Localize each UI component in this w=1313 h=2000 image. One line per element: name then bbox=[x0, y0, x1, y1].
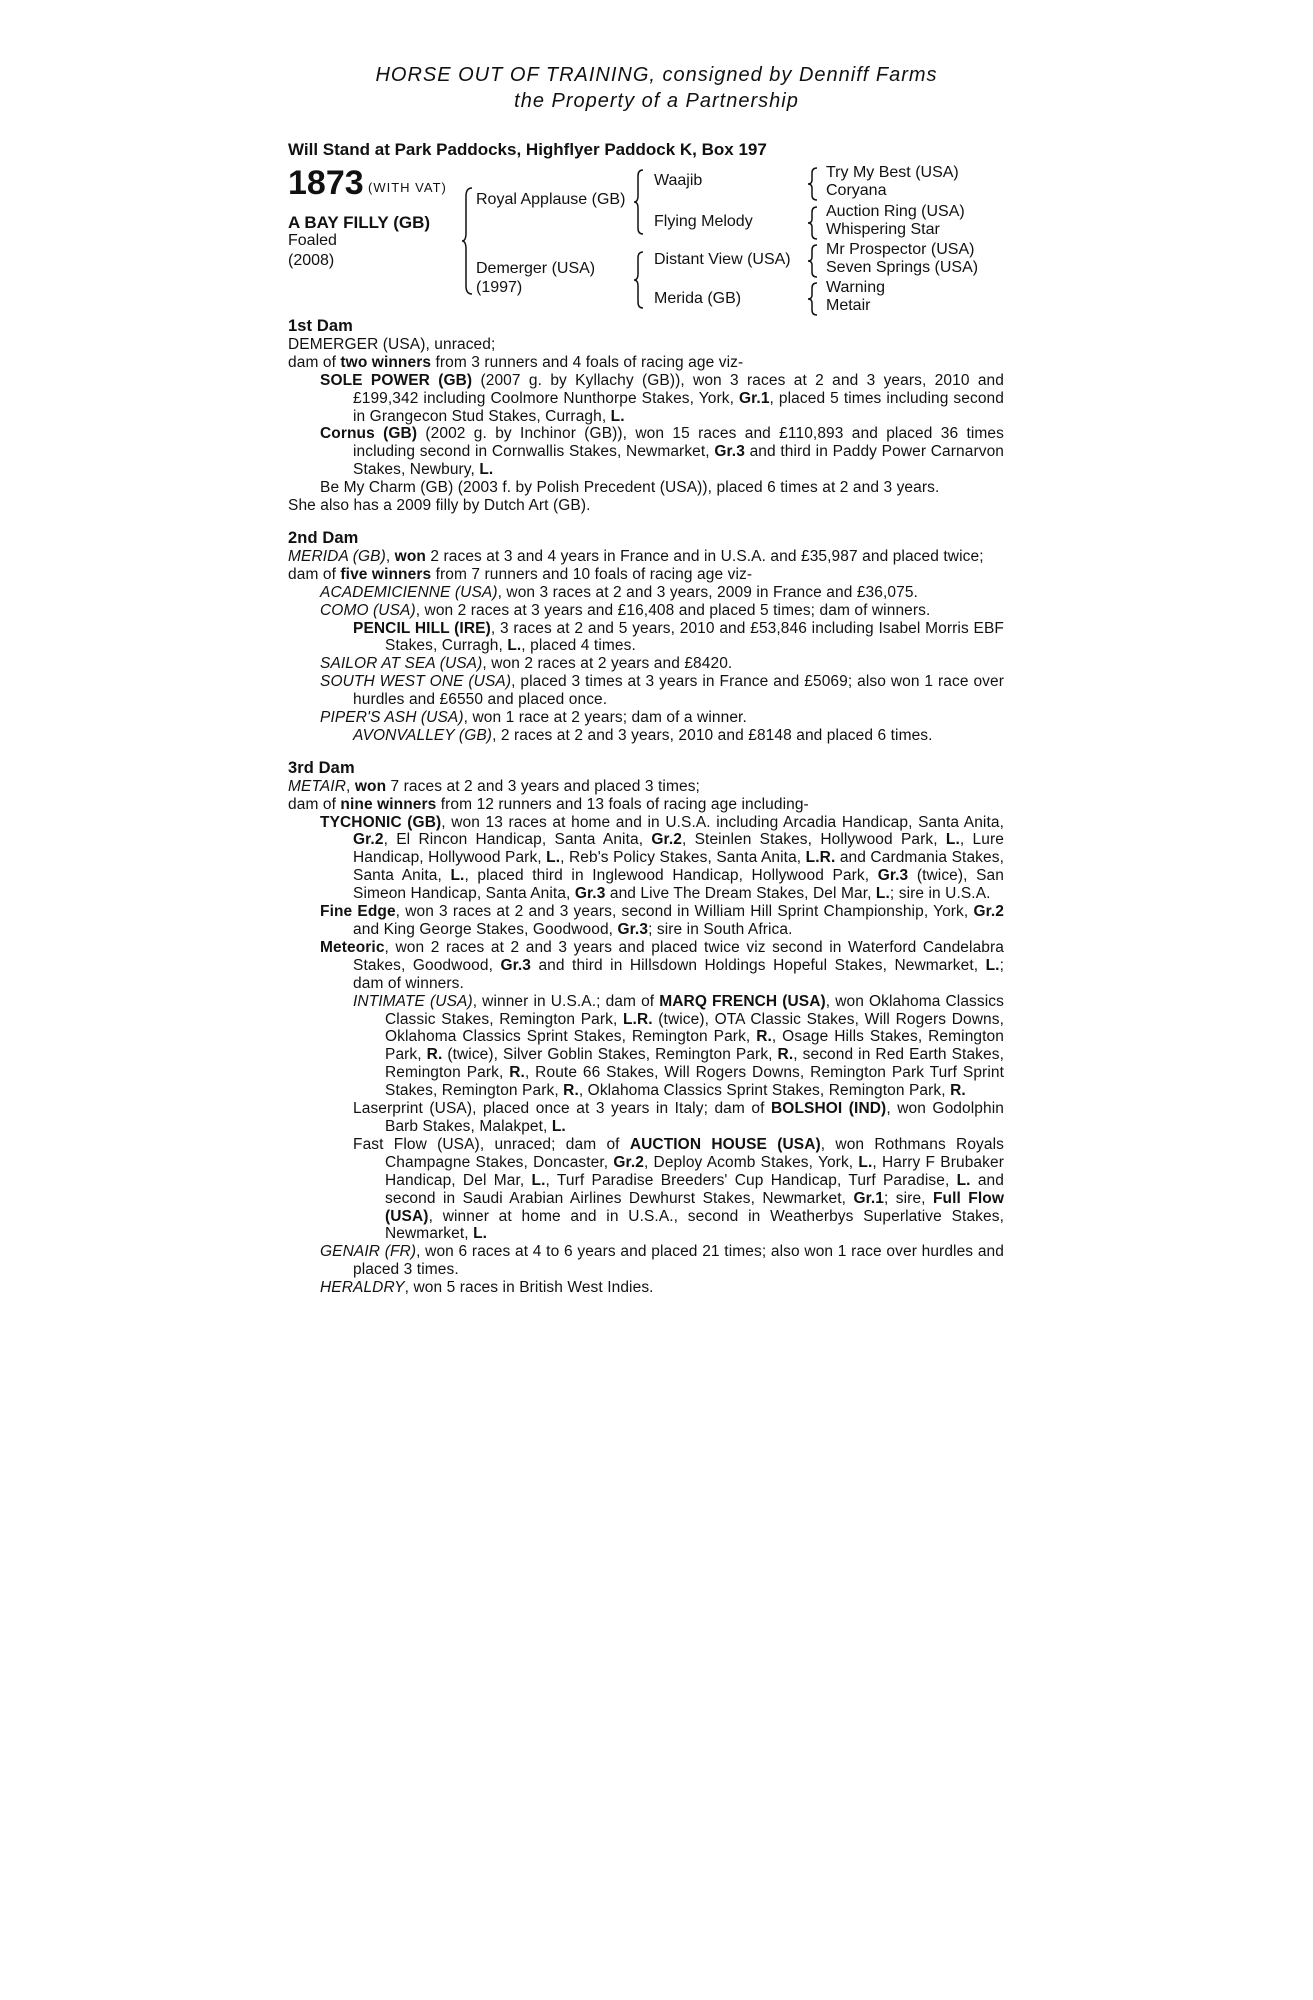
dam3-entry-tychonic: TYCHONIC (GB), won 13 races at home and in U.S.A. including Arcadia Handicap, Santa Anita, Gr.2, El Rincon Handicap, Santa Anita, Gr.2, Steinlen Stakes, Hollywood Park, L., Lure Handicap, Hollywood Park, L., Reb's Policy Stakes, Santa Anita, L.R. and Cardmania Stakes, Santa Anita, L., placed third in Inglewood Handicap, Hollywood Park, Gr.3 (twice), San Simeon Handicap, Santa Anita, Gr.3 and Live The Dream Stakes, Del Mar, L.; sire in U.S.A. bbox=[320, 813, 1004, 903]
pedigree-ssd: Coryana bbox=[826, 182, 887, 199]
dam3-entry-laserprint: Laserprint (USA), placed once at 3 years in Italy; dam of BOLSHOI (IND), won Godolphin Barb Stakes, Malakpet, L. bbox=[353, 1100, 1004, 1135]
dam1-entry-be-my-charm: Be My Charm (GB) (2003 f. by Polish Precedent (USA)), placed 6 times at 2 and 3 years. bbox=[320, 479, 940, 497]
horse-name: A BAY FILLY (GB) bbox=[288, 213, 431, 232]
dam2-entry-pencil-hill: PENCIL HILL (IRE), 3 races at 2 and 5 years, 2010 and £53,846 including Isabel Morris EBF Stakes, Curragh, L., placed 4 times. bbox=[353, 619, 1004, 655]
pedigree-sire: Royal Applause (GB) bbox=[476, 191, 626, 208]
pedigree-sire-dam: Flying Melody bbox=[654, 213, 753, 230]
dam1-produce-line: dam of two winners from 3 runners and 4 foals of racing age viz- bbox=[288, 353, 744, 371]
pedigree-sds: Auction Ring (USA) bbox=[826, 203, 965, 220]
pedigree-dam-dam: Merida (GB) bbox=[654, 290, 742, 307]
foaled-label: Foaled bbox=[288, 232, 337, 249]
dam3-entry-fine-edge: Fine Edge, won 3 races at 2 and 3 years, second in William Hill Sprint Championship, York, Gr.2 and King George Stakes, Goodwood, Gr.3; sire in South Africa. bbox=[320, 903, 1004, 938]
pedigree-brace-sire bbox=[633, 168, 647, 236]
pedigree-brace-dd bbox=[807, 281, 821, 317]
dam1-entry-sole-power: SOLE POWER (GB) (2007 g. by Kyllachy (GB)), won 3 races at 2 and 3 years, 2010 and £199,342 including Coolmore Nunthorpe Stakes, York, Gr.1, placed 5 times including second in Grangecon Stud Stakes, Curragh, L. bbox=[320, 371, 1004, 425]
pedigree-dam: Demerger (USA) bbox=[476, 260, 596, 277]
dam2-entry-sailor-at-sea: SAILOR AT SEA (USA), won 2 races at 2 years and £8420. bbox=[320, 655, 733, 673]
dam3-line: METAIR, won 7 races at 2 and 3 years and placed 3 times; bbox=[288, 777, 700, 795]
property-line: the Property of a Partnership bbox=[514, 90, 799, 112]
pedigree-dam-sire: Distant View (USA) bbox=[654, 251, 791, 268]
pedigree-sire-sire: Waajib bbox=[654, 172, 703, 189]
dam2-entry-como: COMO (USA), won 2 races at 3 years and £16,408 and placed 5 times; dam of winners. bbox=[320, 601, 931, 619]
dam3-entry-fast-flow: Fast Flow (USA), unraced; dam of AUCTION HOUSE (USA), won Rothmans Royals Champagne Stakes, Doncaster, Gr.2, Deploy Acomb Stakes, York, L., Harry F Brubaker Handicap, Del Mar, L., Turf Paradise Breeders' Cup Handicap, Turf Paradise, L. and second in Saudi Arabian Airlines Dewhurst Stakes, Newmarket, Gr.1; sire, Full Flow (USA), winner at home and in U.S.A., second in Weatherbys Superlative Stakes, Newmarket, L. bbox=[353, 1135, 1005, 1243]
lot-number: 1873 bbox=[288, 164, 364, 202]
dam2-entry-academicienne: ACADEMICIENNE (USA), won 3 races at 2 and 3 years, 2009 in France and £36,075. bbox=[320, 583, 918, 601]
dam1-line: DEMERGER (USA), unraced; bbox=[288, 335, 496, 353]
catalogue-body bbox=[288, 318, 1004, 1297]
pedigree-sdd: Whispering Star bbox=[826, 221, 940, 238]
pedigree-ddd: Metair bbox=[826, 297, 871, 314]
pedigree-dss: Mr Prospector (USA) bbox=[826, 241, 975, 258]
dam3-entry-heraldry: HERALDRY, won 5 races in British West Indies. bbox=[320, 1279, 654, 1297]
pedigree-brace-ss bbox=[807, 166, 821, 202]
section-heading-2nd-dam: 2nd Dam bbox=[288, 528, 359, 547]
dam3-entry-intimate: INTIMATE (USA), winner in U.S.A.; dam of MARQ FRENCH (USA), won Oklahoma Classics Classic Stakes, Remington Park, L.R. (twice), OTA Classic Stakes, Will Rogers Downs, Oklahoma Classics Sprint Stakes, Remington Park, R., Osage Hills Stakes, Remington Park, R. (twice), Silver Goblin Stakes, Remington Park, R., second in Red Earth Stakes, Remington Park, R., Route 66 Stakes, Will Rogers Downs, Remington Park Turf Sprint Stakes, Remington Park, R., Oklahoma Classics Sprint Stakes, Remington Park, R. bbox=[353, 992, 1005, 1100]
stand-location: Will Stand at Park Paddocks, Highflyer Paddock K, Box 197 bbox=[288, 140, 767, 159]
dam1-also-has: She also has a 2009 filly by Dutch Art (GB). bbox=[288, 497, 591, 515]
dam1-entry-cornus: Cornus (GB) (2002 g. by Inchinor (GB)), won 15 races and £110,893 and placed 36 times including second in Cornwallis Stakes, Newmarket, Gr.3 and third in Paddy Power Carnarvon Stakes, Newbury, L. bbox=[320, 425, 1005, 479]
dam3-entry-meteoric: Meteoric, won 2 races at 2 and 3 years and placed twice viz second in Waterford Candelabra Stakes, Goodwood, Gr.3 and third in Hillsdown Holdings Hopeful Stakes, Newmarket, L.; dam of winners. bbox=[320, 938, 1004, 992]
pedigree-dds: Warning bbox=[826, 279, 885, 296]
dam2-produce-line: dam of five winners from 7 runners and 10 foals of racing age viz- bbox=[288, 565, 753, 583]
dam3-produce-line: dam of nine winners from 12 runners and 13 foals of racing age including- bbox=[288, 795, 809, 813]
section-heading-1st-dam: 1st Dam bbox=[288, 317, 353, 335]
pedigree-dam-year: (1997) bbox=[476, 279, 523, 296]
pedigree-brace-ds bbox=[807, 243, 821, 279]
dam2-entry-avonvalley: AVONVALLEY (GB), 2 races at 2 and 3 years, 2010 and £8148 and placed 6 times. bbox=[353, 726, 933, 744]
foaled-year: (2008) bbox=[288, 252, 335, 269]
pedigree-brace-sd bbox=[807, 205, 821, 241]
consignor-line: HORSE OUT OF TRAINING, consigned by Denniff Farms bbox=[375, 64, 938, 86]
dam2-line: MERIDA (GB), won 2 races at 3 and 4 years in France and in U.S.A. and £35,987 and placed twice; bbox=[288, 547, 984, 565]
vat-note: (WITH VAT) bbox=[368, 180, 447, 195]
dam3-entry-genair: GENAIR (FR), won 6 races at 4 to 6 years and placed 21 times; also won 1 race over hurdles and placed 3 times. bbox=[320, 1243, 1004, 1279]
dam2-entry-pipers-ash: PIPER'S ASH (USA), won 1 race at 2 years; dam of a winner. bbox=[320, 709, 747, 727]
dam2-entry-south-west-one: SOUTH WEST ONE (USA), placed 3 times at 3 years in France and £5069; also won 1 race over hurdles and £6550 and placed once. bbox=[320, 673, 1004, 709]
pedigree-dsd: Seven Springs (USA) bbox=[826, 259, 979, 276]
pedigree-brace-dam bbox=[633, 250, 647, 310]
section-heading-3rd-dam: 3rd Dam bbox=[288, 758, 355, 777]
pedigree-sss: Try My Best (USA) bbox=[826, 164, 959, 181]
